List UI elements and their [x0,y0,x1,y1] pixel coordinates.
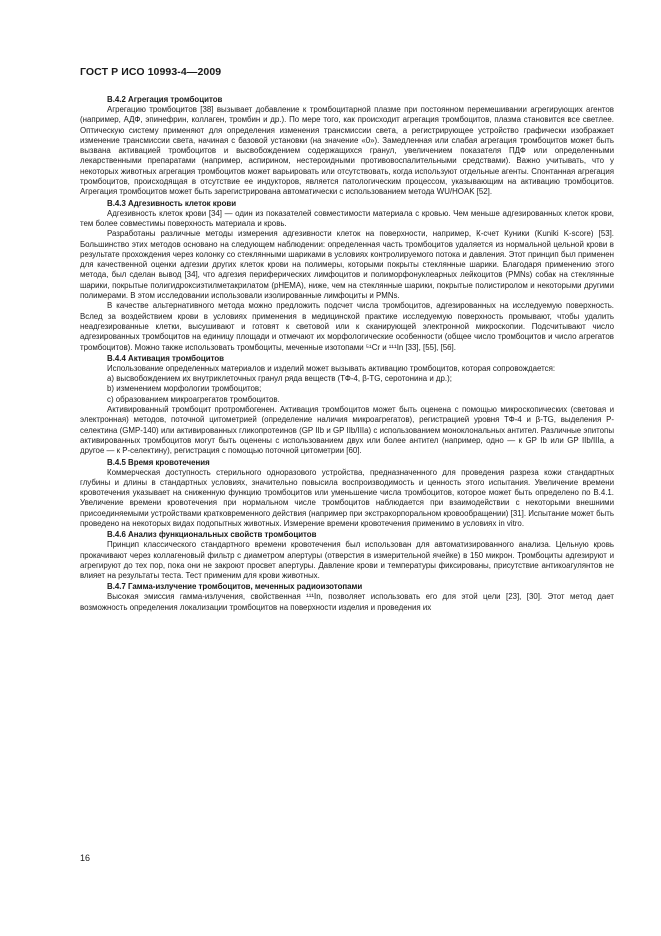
paragraph: Коммерческая доступность стерильного одноразового устройства, предназначенного для проведения разреза кожи стандартных глубины и длины в стандартных условиях, значительно повысила воспроизводимость и ценность этого испытания. Увеличение времени кровотечения указывает на сниженную функцию тромбоцитов или уменьшение числа тромбоцитов, которое может быть определено по В.4.1. Увеличение времени кровотечения при нормальном числе тромбоцитов наблюдается при взаимодействии с некоторыми внешними присоединяемыми устройствами кратковременного действия (например при экстракорпоральном кровообращении) [31]. Испытание может быть проведено на некоторых видах подопытных животных. Измерение времени кровотечения применимо в условиях in vitro. [80,467,614,528]
paragraph: Активированный тромбоцит протромбогенен. Активация тромбоцитов может быть оценена с помощью микроскопических (световая и электронная) методов, поточной цитометрией (определение наличия микроагрегатов), регистрацией уровня ТФ-4 и β-TG, выделения Р-селектина (GMP-140) или активированных гликопротеинов (GP IIb и GP IIb/IIIa) с использованием моноклональных антител. Различные эпитопы активированных тромбоцитов могут быть оценены с использованием двух или более антител (например, одно — к GP Ib или GP IIb/IIIa, а другое — к Р-селектину), регистрация с помощью поточной цитометрии [60]. [80,405,614,456]
paragraph: Агрегацию тромбоцитов [38] вызывает добавление к тромбоцитарной плазме при постоянном перемешивании агрегирующих агентов (например, АДФ, эпинефрин, коллаген, тромбин и др.). По мере того, как происходит агрегация тромбоцитов, плазма становится все светлее. Оптическую систему применяют для определения изменения трансмиссии света, а регистрирующее устройство графически изображает изменение трансмиссии света, начиная с базовой установки (на значение «0»). Замедленная или слабая агрегация тромбоцитов может быть вызвана активацией тромбоцитов и высвобождением содержащихся гранул, увеличением показателя ПДФ или определенными лекарственными препаратами (например, аспирином, нестероидными противовоспалительными средствами). Важно учитывать, что у некоторых животных агрегация тромбоцитов может варьировать или отсутствовать, когда используют отдельные агенты. Спонтанная агрегация тромбоцитов, происходящая в отсутствие ее индукторов, является патологическим процессом, указывающим на активацию тромбоцитов. Агрегация тромбоцитов может быть зарегистрирована автоматически с использованием метода WU/HOAK [52]. [80,105,614,197]
paragraph: Адгезивность клеток крови [34] — один из показателей совместимости материала с кровью. Чем меньше адгезированных клеток крови, тем более совместимы поверхность материала и кровь. [80,208,614,228]
list-item-c: с) образованием микроагрегатов тромбоцитов. [107,394,280,404]
list-item-a: а) высвобождением их внутриклеточных гранул ряда веществ (ТФ-4, β-TG, серотонина и др.); [107,374,452,384]
section-heading-b47: В.4.7 Гамма-излучение тромбоцитов, меченных радиоизотопами [107,582,363,592]
page-number: 16 [80,853,91,863]
section-heading-b46: В.4.6 Анализ функциональных свойств тромбоцитов [107,530,317,540]
paragraph: В качестве альтернативного метода можно предложить подсчет числа тромбоцитов, адгезированных на исследуемую поверхность. Вслед за воздействием крови в условиях применения в медицинской практике исследуемую поверхность промывают, чтобы удалить неадгезированные клетки, высушивают и готовят к световой или к сканирующей электронной микроскопии. Подсчитывают число адгезированных тромбоцитов на единицу площади и отмечают их морфологические особенности (общее число тромбоцитов и число агрегатов тромбоцитов). Можно также использовать тромбоциты, меченные изотопами ⁵¹Cr и ¹¹¹In [33], [55], [56]. [80,301,614,352]
document-header: ГОСТ Р ИСО 10993-4—2009 [80,66,222,78]
document-body [80,94,614,613]
section-heading-b43: В.4.3 Адгезивность клеток крови [107,198,237,208]
section-heading-b44: В.4.4 Активация тромбоцитов [107,353,225,363]
section-heading-b42: В.4.2 Агрегация тромбоцитов [107,95,223,104]
section-heading-b45: В.4.5 Время кровотечения [107,457,210,467]
list-item-b: b) изменением морфологии тромбоцитов; [107,384,262,394]
paragraph: Высокая эмиссия гамма-излучения, свойственная ¹¹¹In, позволяет использовать его для этой цели [23], [30]. Этот метод дает возможность определения локализации тромбоцитов на поверхности изделия и проведения их [80,592,614,612]
paragraph: Разработаны различные методы измерения адгезивности клеток на поверхности, например, К-счет Куники (Kuniki K-score) [53]. Большинство этих методов основано на следующем наблюдении: определенная часть тромбоцитов удаляется из нормальной цельной крови в результате прохождения через колонку со стеклянными шариками в условиях контролируемого потока и давления. Этот принцип был применен для качественной оценки адгезии других клеток крови на полимеры, которыми покрыты стеклянные шарики. Благодаря применению этого метода, был сделан вывод [34], что адгезия периферических лимфоцитов и полиморфонуклеарных лейкоцитов (PMNs) собак на стеклянные шарики, покрытые полигидроксиэтилметакрилатом (pHEMA), ниже, чем на стеклянные шарики, покрытые полистиролом и некоторыми другими полимерами. В этом исследовании использовали изолированные лимфоциты и PMNs. [80,229,614,301]
paragraph: Использование определенных материалов и изделий может вызывать активацию тромбоцитов, которая сопровождается: [107,363,556,373]
paragraph: Принцип классического стандартного времени кровотечения был использован для автоматизированного анализа. Цельную кровь прокачивают через коллагеновый фильтр с диаметром апертуры (отверстия в измерительной ячейке) в 150 микрон. Тромбоциты адгезируют и агрегируют до тех пор, пока они не закроют просвет апертуры. Давление крови и температуры фиксированы, присутствие антикоагулянтов не влияет на результаты теста. Тест применим для крови животных. [80,540,614,581]
